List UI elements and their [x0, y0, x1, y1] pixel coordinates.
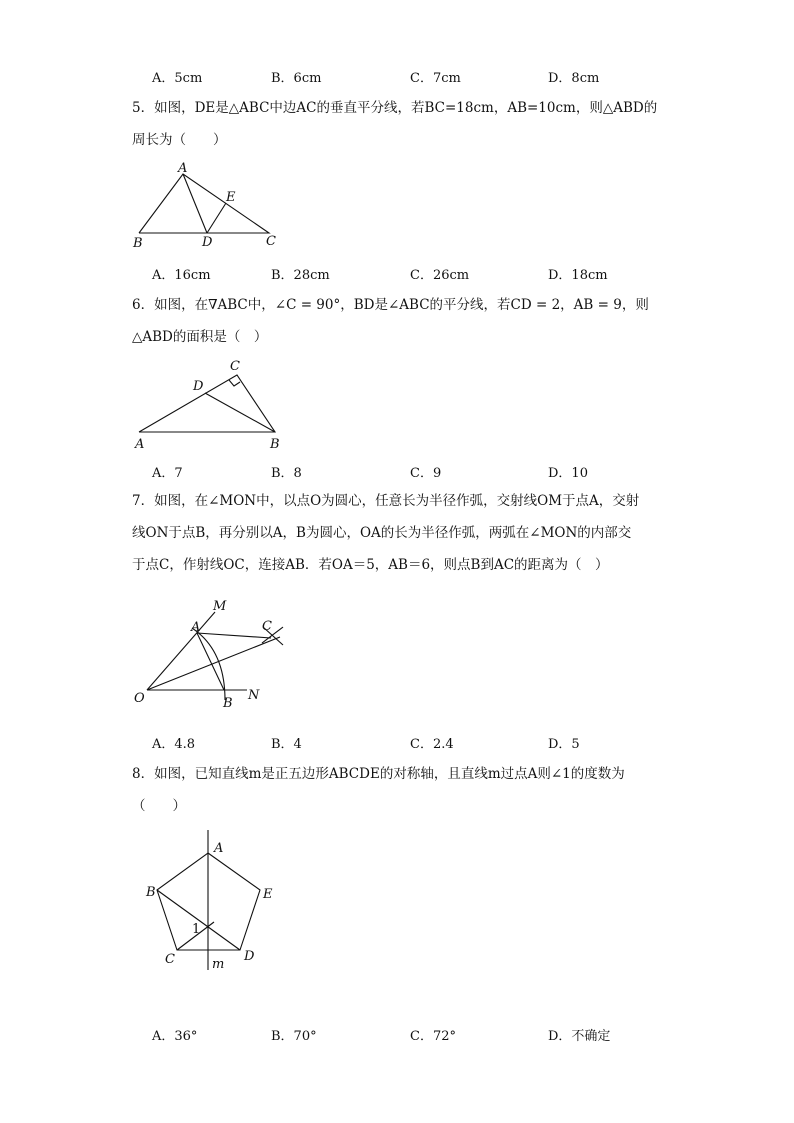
q8-stem-line1: 8．如图，已知直线m是正五边形ABCDE的对称轴，且直线m过点A则∠1的度数为: [132, 766, 625, 782]
q8-label-c: C: [165, 952, 175, 967]
q6-label-d: D: [193, 379, 204, 394]
q6-option-c[interactable]: C．9: [410, 466, 442, 481]
q5-label-b: B: [133, 236, 143, 251]
q4-option-a[interactable]: A．5cm: [152, 71, 203, 86]
q8-label-angle-1: 1: [192, 922, 201, 937]
q8-option-c[interactable]: C．72°: [410, 1029, 456, 1044]
q5-stem-line1: 5．如图，DE是△ABC中边AC的垂直平分线，若BC=18cm，AB=10cm，则△ABD的: [132, 100, 658, 116]
q6-option-b[interactable]: B．8: [271, 466, 302, 481]
q6-label-b: B: [270, 437, 280, 452]
q4-option-d[interactable]: D．8cm: [548, 71, 600, 86]
q8-stem-line2: （ ）: [132, 798, 186, 814]
q7-option-a[interactable]: A．4.8: [152, 737, 196, 752]
q7-label-o: O: [134, 691, 145, 706]
q7-stem-line3: 于点C，作射线OC，连接AB．若OA＝5，AB＝6，则点B到AC的距离为（ ）: [132, 557, 609, 573]
q5-label-e: E: [226, 190, 236, 205]
q7-option-d[interactable]: D．5: [548, 737, 580, 752]
q7-label-b: B: [223, 696, 233, 711]
q7-option-b[interactable]: B．4: [271, 737, 302, 752]
q5-stem-line2: 周长为（ ）: [132, 132, 227, 148]
q7-label-c: C: [262, 619, 272, 634]
q6-label-c: C: [230, 359, 240, 374]
q7-label-a: A: [191, 620, 201, 635]
q6-option-a[interactable]: A．7: [152, 466, 183, 481]
q8-option-d[interactable]: D．不确定: [548, 1029, 611, 1044]
q7-label-m: M: [213, 599, 227, 614]
q8-option-b[interactable]: B．70°: [271, 1029, 317, 1044]
q8-label-a: A: [214, 841, 224, 856]
q4-option-c[interactable]: C．7cm: [410, 71, 461, 86]
q8-label-d: D: [244, 949, 255, 964]
q8-label-e: E: [263, 887, 273, 902]
q5-option-c[interactable]: C．26cm: [410, 268, 470, 283]
q5-label-c: C: [266, 234, 276, 249]
q5-option-d[interactable]: D．18cm: [548, 268, 608, 283]
q7-option-c[interactable]: C．2.4: [410, 737, 454, 752]
q7-stem-line1: 7．如图，在∠MON中，以点O为圆心，任意长为半径作弧，交射线OM于点A，交射: [132, 493, 640, 509]
q6-option-d[interactable]: D．10: [548, 466, 588, 481]
q5-option-b[interactable]: B．28cm: [271, 268, 330, 283]
q5-option-a[interactable]: A．16cm: [152, 268, 211, 283]
q6-stem-line1: 6．如图，在∇ABC中，∠C = 90°，BD是∠ABC的平分线，若CD = 2，AB = 9，则: [132, 297, 649, 313]
q5-label-a: A: [178, 161, 188, 176]
q8-label-b: B: [146, 885, 156, 900]
q8-label-m: m: [212, 957, 225, 972]
q5-label-d: D: [202, 235, 213, 250]
q8-option-a[interactable]: A．36°: [152, 1029, 198, 1044]
q6-label-a: A: [135, 437, 145, 452]
q7-label-n: N: [248, 688, 260, 703]
q6-stem-line2: △ABD的面积是（ ）: [132, 329, 268, 345]
q4-option-b[interactable]: B．6cm: [271, 71, 322, 86]
q7-stem-line2: 线ON于点B，再分别以A，B为圆心，OA的长为半径作弧，两弧在∠MON的内部交: [132, 525, 632, 541]
